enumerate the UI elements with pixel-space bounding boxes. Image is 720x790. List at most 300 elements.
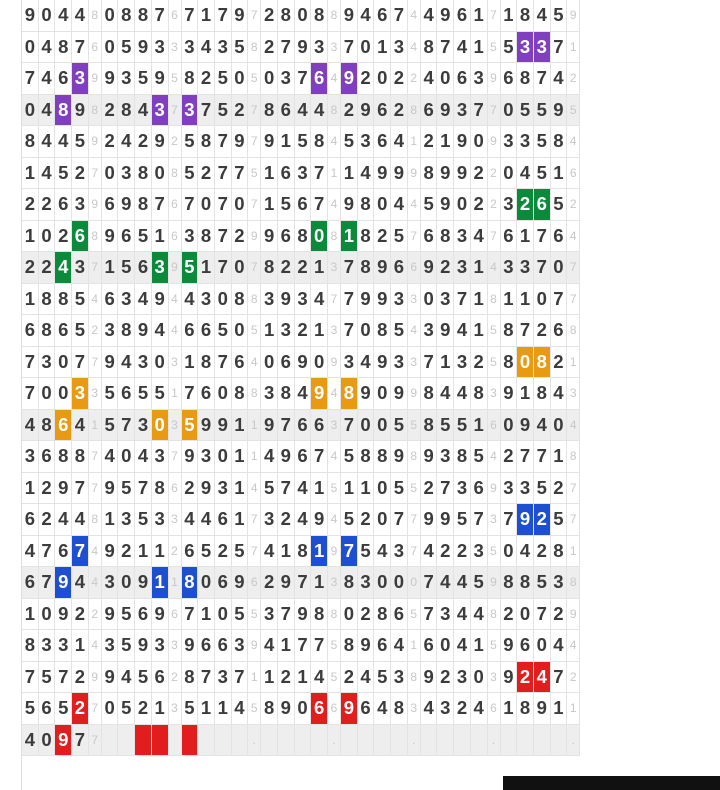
- digit-cell: 8: [311, 126, 328, 158]
- digit-cell: 2: [198, 63, 215, 95]
- digit-cell: 1: [551, 441, 568, 473]
- digit-cell: 2: [72, 693, 89, 725]
- digit-cell: 5: [118, 473, 135, 505]
- separator-digit: 2: [488, 158, 501, 190]
- digit-cell: [358, 725, 375, 757]
- digit-cell: 4: [311, 284, 328, 316]
- digit-cell: 3: [39, 347, 56, 379]
- digit-cell: 0: [22, 32, 39, 64]
- digit-cell: 1: [311, 473, 328, 505]
- digit-cell: 9: [182, 630, 199, 662]
- digit-cell: 9: [102, 221, 119, 253]
- digit-cell: 8: [517, 567, 534, 599]
- digit-cell: 3: [501, 189, 518, 221]
- digit-cell: [135, 725, 152, 757]
- digit-cell: 0: [311, 347, 328, 379]
- digit-cell: 9: [182, 441, 199, 473]
- digit-cell: 3: [437, 284, 454, 316]
- digit-cell: 2: [232, 95, 249, 127]
- digit-cell: 9: [517, 410, 534, 442]
- digit-cell: 3: [437, 693, 454, 725]
- digit-cell: 6: [55, 536, 72, 568]
- digit-cell: 1: [261, 158, 278, 190]
- digit-cell: 2: [39, 189, 56, 221]
- separator-digit: 4: [328, 504, 341, 536]
- digit-cell: 3: [135, 347, 152, 379]
- grid-row: [22, 284, 720, 316]
- digit-cell: 6: [215, 504, 232, 536]
- digit-cell: 0: [341, 599, 358, 631]
- digit-cell: 3: [471, 536, 488, 568]
- separator-digit: 4: [89, 630, 102, 662]
- digit-cell: 9: [152, 599, 169, 631]
- separator-digit: 1: [248, 662, 261, 694]
- digit-cell: 4: [454, 630, 471, 662]
- digit-cell: 4: [135, 95, 152, 127]
- digit-cell: 6: [39, 441, 56, 473]
- digit-cell: 0: [118, 567, 135, 599]
- digit-cell: 2: [501, 441, 518, 473]
- separator-digit: 3: [328, 410, 341, 442]
- separator-digit: 3: [169, 347, 182, 379]
- digit-cell: 1: [261, 189, 278, 221]
- digit-cell: 3: [55, 630, 72, 662]
- digit-cell: 1: [22, 284, 39, 316]
- digit-cell: 6: [421, 95, 438, 127]
- digit-cell: 8: [135, 0, 152, 32]
- digit-cell: [534, 725, 551, 757]
- digit-cell: 8: [295, 221, 312, 253]
- digit-cell: [374, 725, 391, 757]
- digit-cell: 7: [534, 252, 551, 284]
- digit-cell: 2: [437, 536, 454, 568]
- separator-digit: 4: [248, 473, 261, 505]
- digit-cell: 4: [391, 189, 408, 221]
- digit-cell: 3: [421, 315, 438, 347]
- digit-cell: 2: [295, 252, 312, 284]
- digit-cell: 9: [374, 347, 391, 379]
- digit-cell: 7: [471, 504, 488, 536]
- digit-cell: 6: [135, 252, 152, 284]
- digit-cell: 6: [198, 630, 215, 662]
- separator-digit: 3: [408, 284, 421, 316]
- digit-cell: 7: [517, 441, 534, 473]
- separator-digit: .: [567, 725, 580, 757]
- digit-cell: 9: [437, 0, 454, 32]
- digit-cell: [198, 725, 215, 757]
- separator-digit: 4: [567, 221, 580, 253]
- digit-cell: 9: [421, 504, 438, 536]
- digit-cell: 7: [534, 599, 551, 631]
- digit-cell: 1: [471, 32, 488, 64]
- digit-cell: 7: [182, 0, 199, 32]
- digit-cell: 6: [311, 410, 328, 442]
- digit-cell: 1: [517, 284, 534, 316]
- digit-cell: 0: [454, 189, 471, 221]
- digit-cell: 3: [454, 473, 471, 505]
- digit-cell: 7: [341, 536, 358, 568]
- digit-cell: 3: [118, 63, 135, 95]
- digit-cell: 1: [22, 158, 39, 190]
- digit-cell: 2: [551, 473, 568, 505]
- separator-digit: 8: [328, 599, 341, 631]
- digit-cell: [152, 725, 169, 757]
- grid-row: [22, 252, 720, 284]
- digit-cell: 8: [118, 95, 135, 127]
- digit-cell: 2: [261, 32, 278, 64]
- digit-cell: 4: [39, 63, 56, 95]
- digit-cell: 7: [421, 347, 438, 379]
- digit-cell: 7: [39, 567, 56, 599]
- digit-cell: 8: [421, 410, 438, 442]
- digit-cell: 4: [517, 158, 534, 190]
- digit-cell: 7: [182, 599, 199, 631]
- digit-cell: 0: [232, 315, 249, 347]
- digit-cell: 6: [22, 504, 39, 536]
- separator-digit: 5: [328, 473, 341, 505]
- digit-cell: 4: [118, 662, 135, 694]
- grid-row: [22, 32, 720, 64]
- separator-digit: 7: [248, 0, 261, 32]
- separator-digit: 4: [328, 441, 341, 473]
- grid-row: [22, 347, 720, 379]
- digit-cell: 9: [135, 567, 152, 599]
- separator-digit: 7: [89, 441, 102, 473]
- digit-cell: 0: [374, 63, 391, 95]
- digit-cell: 2: [39, 252, 56, 284]
- separator-digit: 9: [248, 221, 261, 253]
- separator-digit: 6: [488, 693, 501, 725]
- digit-cell: 8: [517, 0, 534, 32]
- digit-cell: 3: [152, 441, 169, 473]
- digit-cell: 0: [551, 252, 568, 284]
- digit-cell: [517, 725, 534, 757]
- digit-cell: 6: [152, 662, 169, 694]
- digit-cell: 9: [358, 378, 375, 410]
- digit-cell: 7: [232, 662, 249, 694]
- digit-cell: 1: [374, 32, 391, 64]
- digit-cell: 1: [501, 0, 518, 32]
- separator-digit: 4: [169, 315, 182, 347]
- digit-cell: [215, 725, 232, 757]
- digit-cell: 9: [454, 158, 471, 190]
- digit-cell: 4: [261, 536, 278, 568]
- digit-cell: 8: [55, 441, 72, 473]
- digit-cell: 2: [454, 536, 471, 568]
- digit-cell: 7: [421, 599, 438, 631]
- digit-cell: 4: [135, 441, 152, 473]
- digit-cell: 6: [501, 221, 518, 253]
- separator-digit: 8: [408, 441, 421, 473]
- digit-cell: 0: [232, 63, 249, 95]
- separator-digit: 7: [89, 473, 102, 505]
- digit-cell: 0: [261, 347, 278, 379]
- digit-cell: 4: [374, 536, 391, 568]
- digit-cell: 4: [421, 536, 438, 568]
- separator-digit: 4: [488, 441, 501, 473]
- digit-cell: 8: [295, 536, 312, 568]
- digit-cell: 8: [278, 378, 295, 410]
- digit-cell: 8: [437, 221, 454, 253]
- digit-cell: 3: [135, 410, 152, 442]
- digit-cell: 8: [358, 252, 375, 284]
- digit-cell: 8: [198, 221, 215, 253]
- digit-cell: [341, 725, 358, 757]
- digit-cell: 9: [102, 473, 119, 505]
- digit-cell: 5: [551, 189, 568, 221]
- digit-cell: 2: [471, 347, 488, 379]
- digit-cell: 7: [341, 410, 358, 442]
- separator-digit: 5: [169, 63, 182, 95]
- digit-cell: 8: [534, 378, 551, 410]
- digit-cell: 0: [39, 221, 56, 253]
- digit-cell: 9: [341, 693, 358, 725]
- digit-cell: 2: [135, 693, 152, 725]
- digit-cell: 3: [517, 32, 534, 64]
- digit-cell: 4: [454, 32, 471, 64]
- digit-cell: 4: [72, 0, 89, 32]
- digit-cell: 5: [135, 63, 152, 95]
- digit-cell: 5: [118, 693, 135, 725]
- separator-digit: 7: [408, 536, 421, 568]
- digit-cell: 0: [39, 725, 56, 757]
- digit-cell: 9: [55, 599, 72, 631]
- digit-cell: 8: [55, 32, 72, 64]
- separator-digit: 4: [408, 32, 421, 64]
- digit-cell: 7: [215, 126, 232, 158]
- digit-cell: 9: [102, 662, 119, 694]
- digit-cell: 4: [437, 567, 454, 599]
- digit-cell: 0: [374, 567, 391, 599]
- separator-digit: 9: [488, 567, 501, 599]
- digit-cell: 3: [102, 567, 119, 599]
- digit-cell: 5: [232, 32, 249, 64]
- digit-cell: 3: [454, 347, 471, 379]
- digit-cell: [501, 725, 518, 757]
- digit-cell: 8: [118, 0, 135, 32]
- digit-cell: 2: [437, 252, 454, 284]
- digit-cell: 1: [152, 567, 169, 599]
- digit-cell: 5: [39, 662, 56, 694]
- digit-cell: 3: [454, 662, 471, 694]
- separator-digit: 1: [408, 126, 421, 158]
- digit-cell: 0: [215, 599, 232, 631]
- digit-cell: 7: [152, 189, 169, 221]
- digit-cell: 0: [551, 410, 568, 442]
- digit-cell: 0: [55, 378, 72, 410]
- left-margin-strip: [0, 0, 22, 790]
- digit-cell: 3: [534, 32, 551, 64]
- digit-cell: 4: [358, 0, 375, 32]
- digit-cell: 6: [55, 410, 72, 442]
- digit-cell: 7: [135, 473, 152, 505]
- digit-cell: 5: [261, 473, 278, 505]
- digit-cell: 4: [454, 599, 471, 631]
- digit-cell: 1: [517, 378, 534, 410]
- digit-cell: 0: [534, 284, 551, 316]
- digit-cell: 3: [517, 473, 534, 505]
- separator-digit: 9: [408, 158, 421, 190]
- digit-cell: 4: [454, 315, 471, 347]
- digit-cell: 5: [534, 95, 551, 127]
- digit-cell: 3: [232, 630, 249, 662]
- digit-cell: 1: [341, 158, 358, 190]
- digit-cell: 3: [118, 504, 135, 536]
- separator-digit: 6: [248, 567, 261, 599]
- digit-cell: 5: [341, 504, 358, 536]
- separator-digit: 3: [488, 662, 501, 694]
- digit-cell: 5: [215, 95, 232, 127]
- separator-digit: 3: [169, 693, 182, 725]
- digit-cell: 3: [391, 32, 408, 64]
- separator-digit: [169, 725, 182, 757]
- digit-cell: [454, 725, 471, 757]
- digit-cell: 2: [135, 126, 152, 158]
- digit-cell: 2: [72, 599, 89, 631]
- digit-cell: 7: [215, 221, 232, 253]
- separator-digit: 7: [169, 441, 182, 473]
- separator-digit: 8: [567, 567, 580, 599]
- digit-cell: 9: [102, 599, 119, 631]
- digit-cell: 7: [215, 0, 232, 32]
- digit-cell: 5: [135, 221, 152, 253]
- digit-cell: 0: [102, 158, 119, 190]
- separator-digit: 8: [89, 95, 102, 127]
- digit-cell: 7: [534, 63, 551, 95]
- digit-cell: 2: [454, 693, 471, 725]
- digit-cell: [421, 725, 438, 757]
- separator-digit: 1: [169, 567, 182, 599]
- digit-cell: 5: [421, 189, 438, 221]
- separator-digit: 2: [488, 189, 501, 221]
- digit-cell: 4: [358, 158, 375, 190]
- separator-digit: 9: [169, 252, 182, 284]
- digit-cell: 3: [551, 567, 568, 599]
- digit-cell: 9: [295, 599, 312, 631]
- digit-cell: 4: [22, 410, 39, 442]
- digit-cell: 3: [391, 284, 408, 316]
- digit-cell: 7: [198, 95, 215, 127]
- digit-cell: 4: [454, 378, 471, 410]
- separator-digit: 3: [567, 378, 580, 410]
- digit-cell: 8: [55, 95, 72, 127]
- digit-cell: 3: [454, 221, 471, 253]
- digit-cell: 2: [517, 189, 534, 221]
- digit-cell: 5: [198, 536, 215, 568]
- separator-digit: .: [408, 725, 421, 757]
- digit-cell: 3: [278, 63, 295, 95]
- digit-cell: 9: [421, 252, 438, 284]
- digit-cell: 5: [182, 126, 199, 158]
- digit-cell: 0: [391, 567, 408, 599]
- digit-cell: 9: [437, 504, 454, 536]
- digit-cell: 4: [152, 315, 169, 347]
- digit-cell: 2: [72, 158, 89, 190]
- separator-digit: 7: [488, 95, 501, 127]
- separator-digit: 1: [567, 347, 580, 379]
- digit-cell: 0: [152, 347, 169, 379]
- digit-cell: 6: [215, 630, 232, 662]
- separator-digit: 9: [567, 0, 580, 32]
- separator-digit: 7: [567, 504, 580, 536]
- digit-cell: 7: [551, 32, 568, 64]
- digit-cell: 9: [341, 63, 358, 95]
- separator-digit: 5: [248, 158, 261, 190]
- digit-cell: 8: [278, 0, 295, 32]
- digit-cell: 0: [358, 32, 375, 64]
- digit-cell: 9: [551, 95, 568, 127]
- digit-cell: 2: [72, 662, 89, 694]
- digit-cell: 4: [454, 567, 471, 599]
- digit-cell: 2: [501, 599, 518, 631]
- digit-cell: 8: [152, 473, 169, 505]
- separator-digit: 1: [89, 410, 102, 442]
- digit-cell: 0: [215, 441, 232, 473]
- digit-cell: 8: [341, 630, 358, 662]
- separator-digit: 3: [169, 32, 182, 64]
- digit-cell: 1: [232, 504, 249, 536]
- digit-cell: 7: [182, 189, 199, 221]
- separator-digit: 4: [408, 0, 421, 32]
- separator-digit: 1: [567, 32, 580, 64]
- digit-cell: 4: [421, 0, 438, 32]
- separator-digit: 8: [408, 662, 421, 694]
- digit-cell: 4: [261, 630, 278, 662]
- digit-cell: 0: [311, 221, 328, 253]
- separator-digit: 4: [169, 284, 182, 316]
- digit-cell: 5: [232, 599, 249, 631]
- digit-cell: 9: [391, 441, 408, 473]
- separator-digit: 8: [328, 95, 341, 127]
- digit-cell: 7: [278, 32, 295, 64]
- digit-cell: 1: [471, 284, 488, 316]
- digit-cell: 0: [22, 95, 39, 127]
- digit-cell: 5: [232, 536, 249, 568]
- digit-cell: 6: [311, 63, 328, 95]
- digit-cell: 3: [358, 126, 375, 158]
- digit-cell: 5: [135, 662, 152, 694]
- digit-cell: 5: [135, 378, 152, 410]
- digit-cell: 8: [358, 189, 375, 221]
- digit-cell: 6: [421, 221, 438, 253]
- separator-digit: 6: [169, 599, 182, 631]
- digit-cell: 4: [135, 284, 152, 316]
- digit-cell: 3: [72, 252, 89, 284]
- digit-cell: 1: [311, 252, 328, 284]
- digit-cell: 8: [39, 410, 56, 442]
- digit-cell: 9: [135, 315, 152, 347]
- digit-cell: 7: [391, 0, 408, 32]
- digit-cell: 6: [374, 95, 391, 127]
- digit-cell: 5: [341, 126, 358, 158]
- digit-cell: 7: [215, 252, 232, 284]
- separator-digit: 5: [488, 347, 501, 379]
- digit-cell: 1: [358, 473, 375, 505]
- separator-digit: 7: [89, 347, 102, 379]
- digit-cell: 3: [215, 32, 232, 64]
- digit-cell: 7: [55, 662, 72, 694]
- separator-digit: 9: [328, 536, 341, 568]
- digit-cell: 9: [278, 567, 295, 599]
- digit-cell: 7: [182, 378, 199, 410]
- digit-cell: 0: [471, 662, 488, 694]
- separator-digit: 3: [328, 252, 341, 284]
- separator-digit: 4: [567, 630, 580, 662]
- digit-cell: 3: [295, 158, 312, 190]
- separator-digit: 9: [89, 662, 102, 694]
- digit-cell: 5: [534, 126, 551, 158]
- digit-cell: 5: [72, 315, 89, 347]
